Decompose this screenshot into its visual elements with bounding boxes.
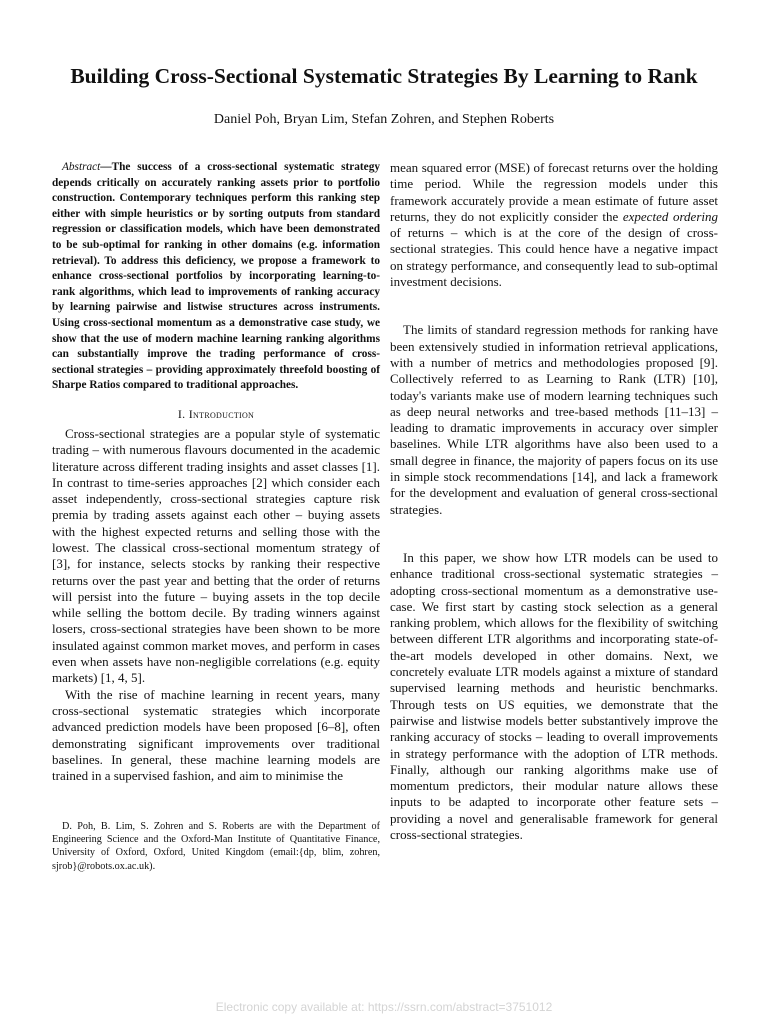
author-list: Daniel Poh, Bryan Lim, Stefan Zohren, and Stephen Roberts [213,112,555,127]
intro-paragraph-2: With the rise of machine learning in recent years, many cross-sectional systematic strategies which incorporate advanced prediction models have been proposed [6–8], often demonstrating significant improvements over traditional baselines. In general, these machine learning models are trained in a supervised fashion, and aim to minimise the [52,686,380,784]
right-paragraph-1-start: mean squared error (MSE) of forecast returns over the holding time period. While the regression models under this framework accurately provide a mean estimate of future asset returns, they do not explicitly consider the [390,160,718,224]
right-paragraph-3: In this paper, we show how LTR models can be used to enhance traditional cross-sectional systematic strategies – adopting cross-sectional momentum as a demonstrative use-case. We first start by casting stock selection as a general ranking problem, which allows for the flexibility of switching between different LTR algorithms and incorporating state-of-the-art models developed in other domains. Next, we concretely evaluate LTR models against a mixture of standard supervised learning methods and heuristic benchmarks. Through tests on US equities, we demonstrate that the pairwise and listwise models better substantively improve the ranking accuracy of stocks – leading to overall improvements in strategy performance with the adoption of LTR methods. Finally, although our ranking algorithms make use of momentum predictors, their modular nature allows these inputs to be adapted to incorporate other feature sets – providing a novel and generalisable framework for general cross-sectional strategies. [390,549,718,842]
paragraph-gap [390,290,718,322]
left-column [52,160,380,784]
emphasis-expected-ordering: expected ordering [622,208,718,224]
ssrn-watermark: Electronic copy available at: https://ssrn.com/abstract=3751012 [215,1000,553,1014]
paper-title: Building Cross-Sectional Systematic Strategies By Learning to Rank [70,64,698,88]
right-paragraph-1 [390,160,718,290]
author-affiliation-footnote: D. Poh, B. Lim, S. Zohren and S. Roberts are with the Department of Engineering Science and the Oxford-Man Institute of Quantitative Finance, University of Oxford, Oxford, United Kingdom (email:{dp, blim, zohren, sjrob}@robots.ox.ac.uk). [52,821,380,872]
paragraph-gap [390,518,718,550]
abstract [52,160,380,394]
intro-paragraph-1: Cross-sectional strategies are a popular style of systematic trading – with numerous flavours documented in the academic literature across different trading insights and asset classes [1]. In contrast to time-series approaches [2] which consider each asset independently, cross-sectional strategies capture risk premia by trading assets against each other – buying assets with the highest expected returns and selling those with the lowest. The classical cross-sectional momentum strategy of [3], for instance, selects stocks by ranking their respective returns over the past year and betting that the order of returns will persist into the future – buying assets in the top decile while selling the bottom decile. By trading winners against losers, cross-sectional strategies have been shown to be more insulated against common market moves, and perform in cases even when assets have non-negligible correlations (e.g. equity markets) [1, 4, 5]. [52,425,380,686]
abstract-text: —The success of a cross-sectional systematic strategy depends critically on accurately ranking assets prior to portfolio construction. Contemporary techniques perform this ranking step either with simple heuristics or by sorting outputs from standard regression or classification models, which have been demonstrated to be sub-optimal for ranking in other domains (e.g. information retrieval). To address this deficiency, we propose a framework to enhance cross-sectional portfolios by incorporating learning-to-rank algorithms, which lead to improvements of ranking accuracy by learning pairwise and listwise structures across instruments. Using cross-sectional momentum as a demonstrative case study, we show that the use of modern machine learning ranking algorithms can substantially improve the trading performance of cross-sectional strategies – providing approximately threefold boosting of Sharpe Ratios compared to traditional approaches. [52,161,380,392]
right-column [390,160,718,843]
section-number: I. [177,406,186,421]
section-title: Introduction [188,406,255,421]
right-paragraph-2: The limits of standard regression methods for ranking have been extensively studied in information retrieval applications, with a number of metrics and methodologies proposed [9]. Collectively referred to as Learning to Rank (LTR) [10], today's variants make use of modern learning techniques such as deep neural networks and tree-based methods [11–13] – leading to dramatic improvements in accuracy over simpler baselines. While LTR algorithms have also been used to a small degree in finance, the majority of papers focus on its use in simple stock recommendations [14], and lack a framework for the development and evaluation of general cross-sectional strategies. [390,322,718,517]
section-heading-introduction [52,406,380,422]
right-paragraph-1-end: of returns – which is at the core of the design of cross-sectional strategies. This could hence have a negative impact on strategy performance, and consequently lead to sub-optimal investment decisions. [390,225,718,290]
abstract-label: Abstract [62,161,101,173]
